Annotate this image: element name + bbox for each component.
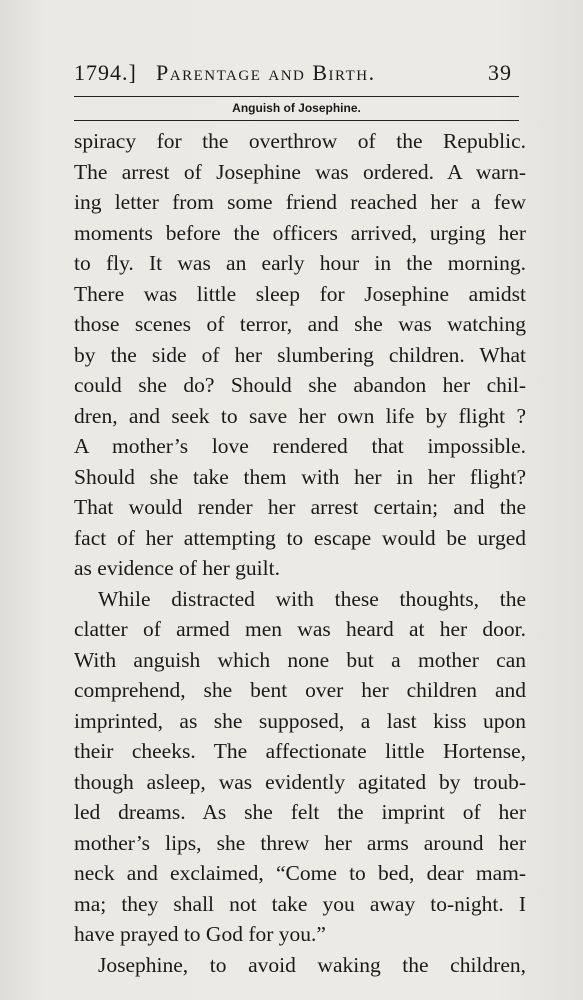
text-line: though asleep, was evidently agitated by troub-: [74, 769, 526, 794]
text-line: fact of her attempting to escape would be urged: [74, 525, 526, 550]
text-line: comprehend, she bent over her children and: [74, 678, 526, 702]
text-line: The arrest of Josephine was ordered. A warn-: [74, 159, 526, 184]
text-line: could she do? Should she abandon her chil-: [74, 373, 526, 397]
text-line: spiracy for the overthrow of the Republic.: [74, 129, 526, 153]
header-rule-bottom: [74, 120, 519, 121]
page-number: 39: [488, 60, 512, 85]
text-line: neck and exclaimed, “Come to bed, dear mam-: [74, 861, 526, 885]
header-rule-top: [74, 96, 519, 97]
text-line: moments before the officers arrived, urging her: [74, 220, 526, 245]
text-line: dren, and seek to save her own life by flight ?: [74, 403, 526, 428]
text-line: With anguish which none but a mother can: [74, 647, 526, 672]
text-line: by the side of her slumbering children. What: [74, 342, 526, 367]
text-line: those scenes of terror, and she was watching: [74, 312, 526, 336]
paragraph-end-line: have prayed to God for you.”: [74, 922, 326, 946]
text-line: There was little sleep for Josephine amidst: [74, 281, 526, 306]
text-line: imprinted, as she supposed, a last kiss upon: [74, 708, 526, 733]
running-head-date: 1794.]: [74, 60, 137, 85]
running-head: [74, 60, 516, 90]
paragraph-start-line: Josephine, to avoid waking the children,: [98, 952, 526, 977]
paragraph-end-line: as evidence of her guilt.: [74, 556, 280, 580]
text-line: A mother’s love rendered that impossible.: [74, 434, 526, 458]
text-line: ma; they shall not take you away to-night. I: [74, 891, 526, 916]
running-head-title: Parentage and Birth.: [156, 60, 376, 85]
text-line: That would render her arrest certain; and the: [74, 495, 526, 519]
text-line: their cheeks. The affectionate little Hortense,: [74, 739, 526, 763]
text-line: Should she take them with her in her flight?: [74, 464, 526, 489]
paragraph-start-line: While distracted with these thoughts, the: [98, 586, 526, 611]
section-subheading: Anguish of Josephine.: [232, 101, 361, 115]
text-line: mother’s lips, she threw her arms around her: [74, 830, 526, 855]
text-line: led dreams. As she felt the imprint of her: [74, 800, 526, 824]
text-line: to fly. It was an early hour in the morning.: [74, 251, 526, 275]
body-text: [74, 126, 526, 980]
text-line: ing letter from some friend reached her a few: [74, 190, 526, 214]
text-line: clatter of armed men was heard at her door.: [74, 617, 526, 641]
